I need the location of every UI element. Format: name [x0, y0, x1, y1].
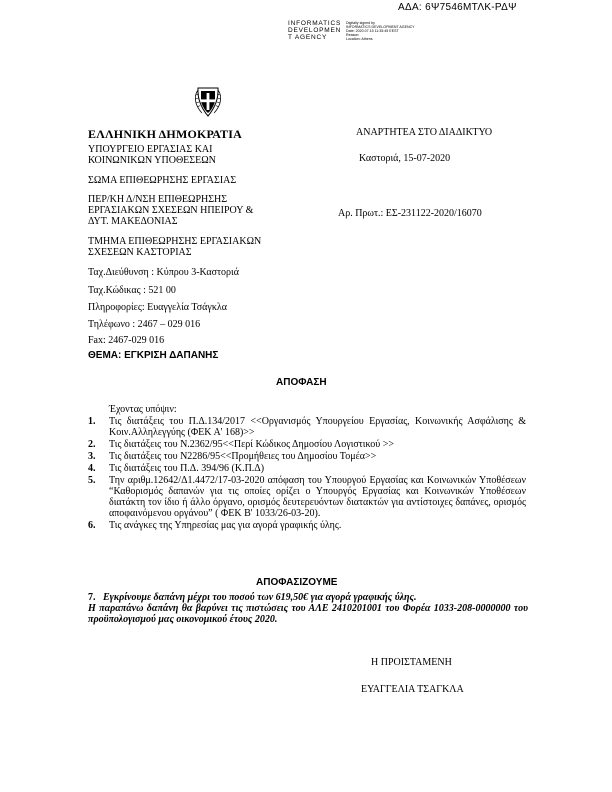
stamp-detail: Date: 2020.07.15 11:35:45 EEST [346, 29, 399, 33]
hellenic-emblem-icon [192, 83, 224, 119]
ministry-line: ΥΠΟΥΡΓΕΙΟ ΕΡΓΑΣΙΑΣ ΚΑΙ [88, 144, 213, 155]
republic-heading: ΕΛΛΗΝΙΚΗ ΔΗΜΟΚΡΑΤΙΑ [88, 127, 242, 141]
postal-code: Ταχ.Κώδικας : 521 00 [88, 285, 176, 296]
decision-title: ΑΠΟΦΑΣΗ [276, 377, 327, 388]
digital-signature-stamp [288, 20, 341, 41]
list-item [88, 416, 526, 438]
stamp-detail: Reason: [346, 33, 360, 37]
info-contact: Πληροφορίες: Ευαγγελία Τσάγκλα [88, 302, 227, 313]
signatory-name: ΕΥΑΓΓΕΛΙΑ ΤΣΑΓΚΛΑ [361, 684, 464, 695]
address: Ταχ.Διεύθυνση : Κύπρου 3-Καστοριά [88, 267, 239, 278]
decision-text [88, 592, 528, 625]
item-text: Την αριθμ.12642/Δ1.4472/17-03-2020 απόφαση του Υπουργού Εργασίας και Κοινωνικών Υποθέσεων “Καθορισμός δαπανών για τις οποίες ορίζει ο Υπουργός Εργασίας και Κοινωνικών Υποθέσεων διατάκτη τον ίδιο ή άλλο όργανο, ορισμός δευτερευόντων διατακτών για αντίστοιχες δαπάνες, ορισμός αποφαινόμενου οργάνου” ( ΦΕΚ Β' 1033/26-03-20). [109, 475, 526, 519]
stamp-signature-details [346, 21, 415, 41]
stamp-detail: INFORMATICS DEVELOPMENT AGENCY [346, 25, 415, 29]
list-item [88, 463, 526, 474]
decision-number: 7. [88, 592, 96, 603]
subject-line: ΘΕΜΑ: ΕΓΚΡΙΣΗ ΔΑΠΑΝΗΣ [88, 350, 219, 361]
item-text: Τις διατάξεις του Π.Δ.134/2017 <<Οργανισμός Υπουργείου Εργασίας, Κοινωνικής Ασφάλισης & Κοιν.Αλληλεγγύης (ΦΕΚ Α' 168)>> [109, 416, 526, 438]
item-number: 4. [88, 463, 96, 474]
item-number: 6. [88, 520, 96, 531]
item-text: Τις διατάξεις του Π.Δ. 394/96 (Κ.Π.Δ) [109, 463, 265, 474]
list-item [88, 451, 526, 462]
item-number: 2. [88, 439, 96, 450]
ministry-name [88, 144, 216, 166]
directorate-line: ΕΡΓΑΣΙΑΚΩΝ ΣΧΕΣΕΩΝ ΗΠΕΙΡΟΥ & [88, 205, 254, 216]
approval-text: Εγκρίνουμε δαπάνη μέχρι του ποσού των 619,50€ για αγορά γραφικής ύλης. [103, 592, 417, 603]
item-text: Τις διατάξεις του Ν.2362/95<<Περί Κώδικος Δημοσίου Λογιστικού >> [109, 439, 395, 450]
department-line: ΤΜΗΜΑ ΕΠΙΘΕΩΡΗΣΗΣ ΕΡΓΑΣΙΑΚΩΝ [88, 236, 262, 247]
stamp-line: DEVELOPMEN [288, 27, 342, 34]
department-name [88, 236, 261, 258]
list-item [88, 520, 526, 531]
decision-line-1 [88, 592, 528, 603]
item-number: 3. [88, 451, 96, 462]
list-item [88, 475, 526, 519]
regional-directorate [88, 194, 253, 227]
stamp-line: INFORMATICS [288, 20, 342, 27]
considering-label: Έχοντας υπόψιν: [109, 404, 177, 415]
stamp-detail: Location: Athens [346, 37, 373, 41]
protocol-number: Αρ. Πρωτ.: ΕΣ-231122-2020/16070 [338, 208, 482, 219]
ministry-line: ΚΟΙΝΩΝΙΚΩΝ ΥΠΟΘΕΣΕΩΝ [88, 155, 216, 166]
stamp-line: T AGENCY [288, 34, 328, 41]
decide-title: ΑΠΟΦΑΣΙΖΟΥΜΕ [256, 577, 338, 588]
post-online-notice: ΑΝΑΡΤΗΤΕΑ ΣΤΟ ΔΙΑΔΙΚΤΥΟ [356, 127, 493, 138]
ada-code: ΑΔΑ: 6Ψ7546ΜΤΛΚ-ΡΔΨ [398, 2, 517, 13]
place-date: Καστοριά, 15-07-2020 [359, 153, 451, 164]
charge-text: Η παραπάνω δαπάνη θα βαρύνει τις πιστώσεις του ΑΛΕ 2410201001 του Φορέα 1033-208-0000000 του προϋπολογισμού μας οικονομικού έτους 2020. [88, 603, 528, 625]
signatory-role: Η ΠΡΟΙΣΤΑΜΕΝΗ [371, 657, 452, 668]
directorate-line: ΠΕΡ/ΚΗ Δ/ΝΣΗ ΕΠΙΘΕΩΡΗΣΗΣ [88, 194, 228, 205]
inspection-body: ΣΩΜΑ ΕΠΙΘΕΩΡΗΣΗΣ ΕΡΓΑΣΙΑΣ [88, 175, 237, 186]
stamp-detail: Digitally signed by [346, 21, 375, 25]
item-number: 5. [88, 475, 96, 486]
item-number: 1. [88, 416, 96, 427]
fax-number: Fax: 2467-029 016 [88, 335, 165, 346]
item-text: Τις ανάγκες της Υπηρεσίας μας για αγορά γραφικής ύλης. [109, 520, 342, 531]
phone-number: Τηλέφωνο : 2467 – 029 016 [88, 319, 201, 330]
item-text: Τις διατάξεις του Ν2286/95<<Προμήθειες του Δημοσίου Τομέα>> [109, 451, 377, 462]
considerations-list [88, 416, 526, 532]
directorate-line: ΔΥΤ. ΜΑΚΕΔΟΝΙΑΣ [88, 216, 178, 227]
department-line: ΣΧΕΣΕΩΝ ΚΑΣΤΟΡΙΑΣ [88, 247, 192, 258]
list-item [88, 439, 526, 450]
